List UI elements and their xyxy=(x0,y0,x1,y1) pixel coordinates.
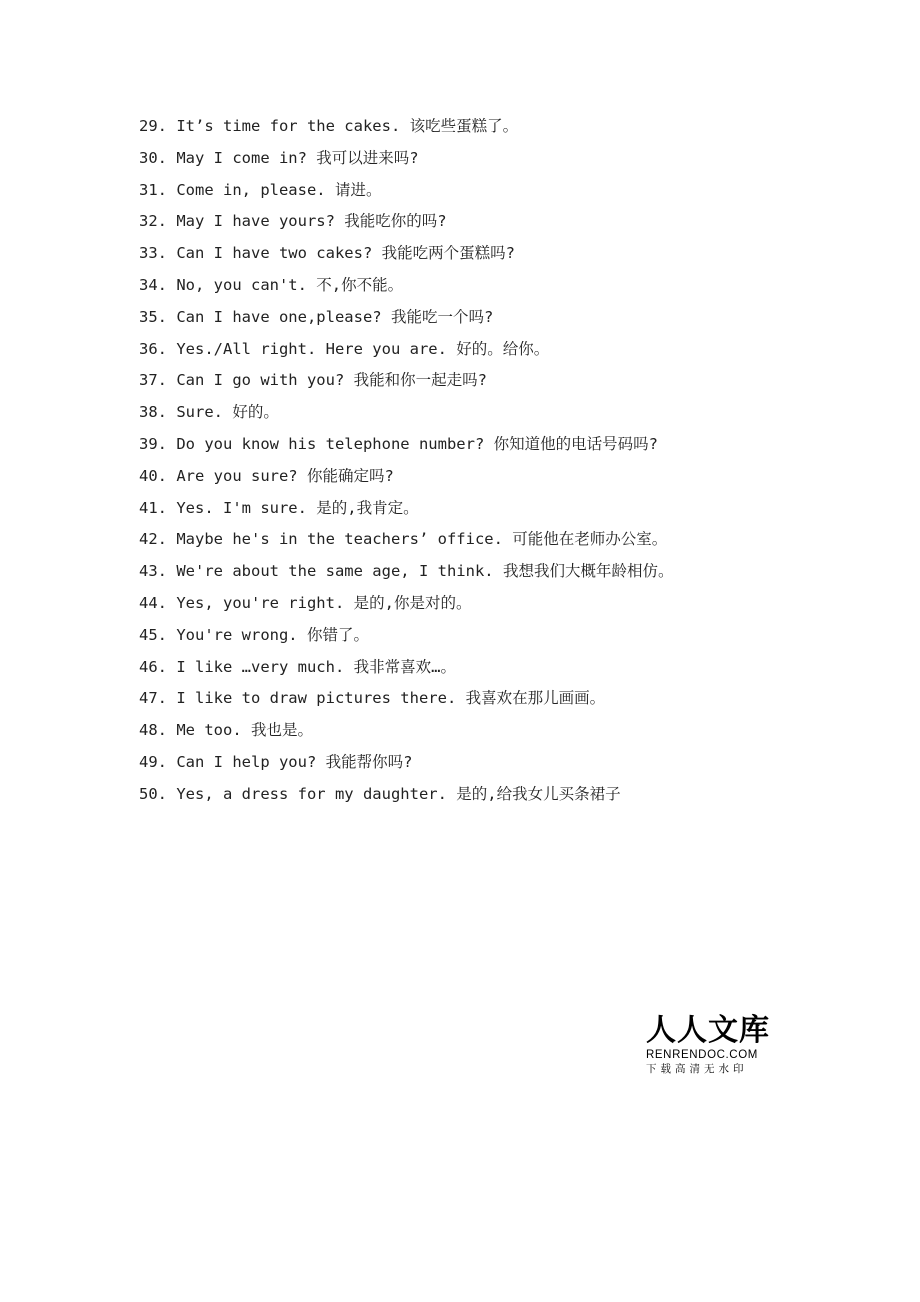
list-item: 46. I like …very much. 我非常喜欢…。 xyxy=(139,657,456,676)
list-item: 41. Yes. I'm sure. 是的,我肯定。 xyxy=(139,498,419,517)
list-item: 39. Do you know his telephone number? 你知道他的电话号码吗? xyxy=(139,434,658,453)
list-item: 33. Can I have two cakes? 我能吃两个蛋糕吗? xyxy=(139,244,515,263)
list-item: 42. Maybe he's in the teachers’ office. 可能他在老师办公室。 xyxy=(139,530,668,549)
list-item: 49. Can I help you? 我能帮你吗? xyxy=(139,752,413,771)
list-item: 44. Yes, you're right. 是的,你是对的。 xyxy=(139,593,472,612)
phrase-list xyxy=(139,111,839,811)
list-item: 34. No, you can't. 不,你不能。 xyxy=(139,275,404,294)
list-item: 37. Can I go with you? 我能和你一起走吗? xyxy=(139,371,487,390)
list-item: 43. We're about the same age, I think. 我想我们大概年龄相仿。 xyxy=(139,562,674,581)
list-item: 40. Are you sure? 你能确定吗? xyxy=(139,466,394,485)
list-item: 32. May I have yours? 我能吃你的吗? xyxy=(139,212,447,231)
watermark-url: RENRENDOC.COM xyxy=(646,1049,758,1061)
list-item: 29. It’s time for the cakes. 该吃些蛋糕了。 xyxy=(139,117,519,135)
list-item: 35. Can I have one,please? 我能吃一个吗? xyxy=(139,307,494,326)
watermark-brand: 人人文库 xyxy=(646,1013,770,1048)
list-item: 36. Yes./All right. Here you are. 好的。给你。 xyxy=(139,339,550,358)
list-item: 45. You're wrong. 你错了。 xyxy=(139,625,369,644)
watermark-logo xyxy=(646,1014,776,1076)
watermark-tagline: 下载高清无水印 xyxy=(646,1063,748,1075)
list-item: 48. Me too. 我也是。 xyxy=(139,721,313,740)
list-item: 50. Yes, a dress for my daughter. 是的,给我女儿买条裙子 xyxy=(139,784,621,803)
list-item: 47. I like to draw pictures there. 我喜欢在那儿画画。 xyxy=(139,689,606,708)
list-item: 31. Come in, please. 请进。 xyxy=(139,180,382,199)
list-item: 38. Sure. 好的。 xyxy=(139,403,279,422)
list-item: 30. May I come in? 我可以进来吗? xyxy=(139,148,419,167)
